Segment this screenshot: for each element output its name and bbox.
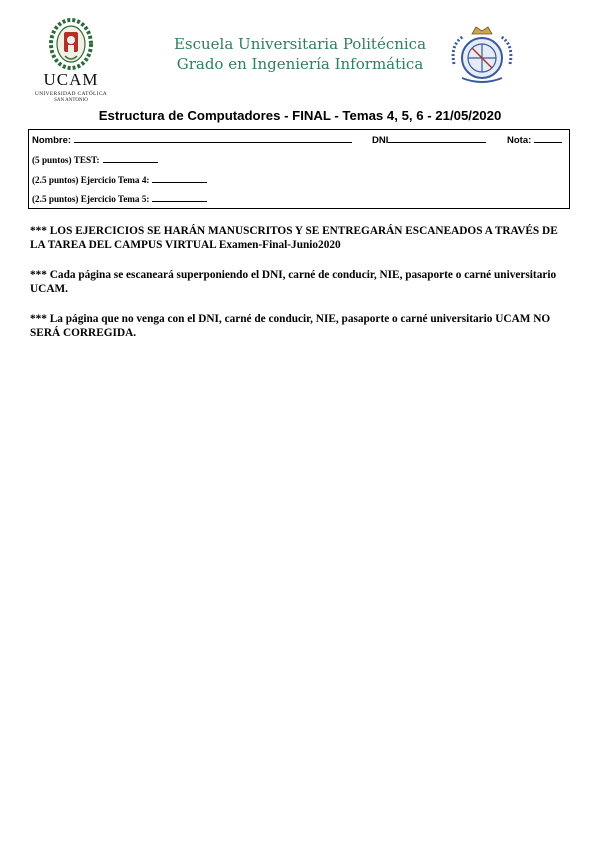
school-line-1: Escuela Universitaria Politécnica: [173, 35, 427, 53]
score-blank[interactable]: [152, 174, 207, 183]
score-row-label: (2.5 puntos) Ejercicio Tema 5:: [32, 194, 150, 204]
nota-label: Nota:: [507, 135, 532, 146]
nombre-field[interactable]: [32, 134, 352, 146]
instruction-note: *** LOS EJERCICIOS SE HARÁN MANUSCRITOS Y SE ENTREGARÁN ESCANEADOS A TRAVÉS DE LA TAREA DEL CAMPUS VIRTUAL Examen-Final-Junio2020: [30, 225, 558, 251]
ucam-subtitle-line2: SAN ANTONIO: [54, 98, 88, 103]
ucam-subtitle-line1: UNIVERSIDAD CATÓLICA: [34, 91, 108, 97]
nombre-label: Nombre:: [32, 135, 72, 146]
school-line-2: Grado en Ingeniería Informática: [176, 55, 424, 73]
student-info-box: [28, 129, 570, 209]
dni-blank[interactable]: [388, 134, 486, 143]
ucam-crest-icon: [48, 18, 94, 70]
engineering-emblem-icon: [448, 24, 516, 90]
score-row-test[interactable]: [32, 154, 158, 165]
dni-field[interactable]: [372, 134, 486, 146]
dni-label: DNI: [372, 135, 389, 146]
nota-blank[interactable]: [534, 134, 562, 143]
ucam-logo: [30, 18, 112, 104]
nota-field[interactable]: [507, 134, 562, 146]
nombre-blank[interactable]: [74, 134, 352, 143]
score-row-label: (5 puntos) TEST:: [32, 155, 100, 165]
score-blank[interactable]: [152, 193, 207, 202]
score-blank[interactable]: [103, 154, 158, 163]
instruction-note: *** Cada página se escaneará superponiendo el DNI, carné de conducir, NIE, pasaporte o carné universitario UCAM.: [30, 269, 557, 295]
score-row-tema5[interactable]: [32, 193, 207, 204]
score-row-label: (2.5 puntos) Ejercicio Tema 4:: [32, 175, 150, 185]
exam-title: Estructura de Computadores - FINAL - Temas 4, 5, 6 - 21/05/2020: [98, 108, 502, 123]
instruction-note: *** La página que no venga con el DNI, carné de conducir, NIE, pasaporte o carné universitario UCAM NO SERÁ CORREGIDA.: [30, 313, 551, 339]
score-row-tema4[interactable]: [32, 174, 207, 185]
school-name: [120, 34, 480, 74]
ucam-brand-text: UCAM: [43, 70, 99, 89]
